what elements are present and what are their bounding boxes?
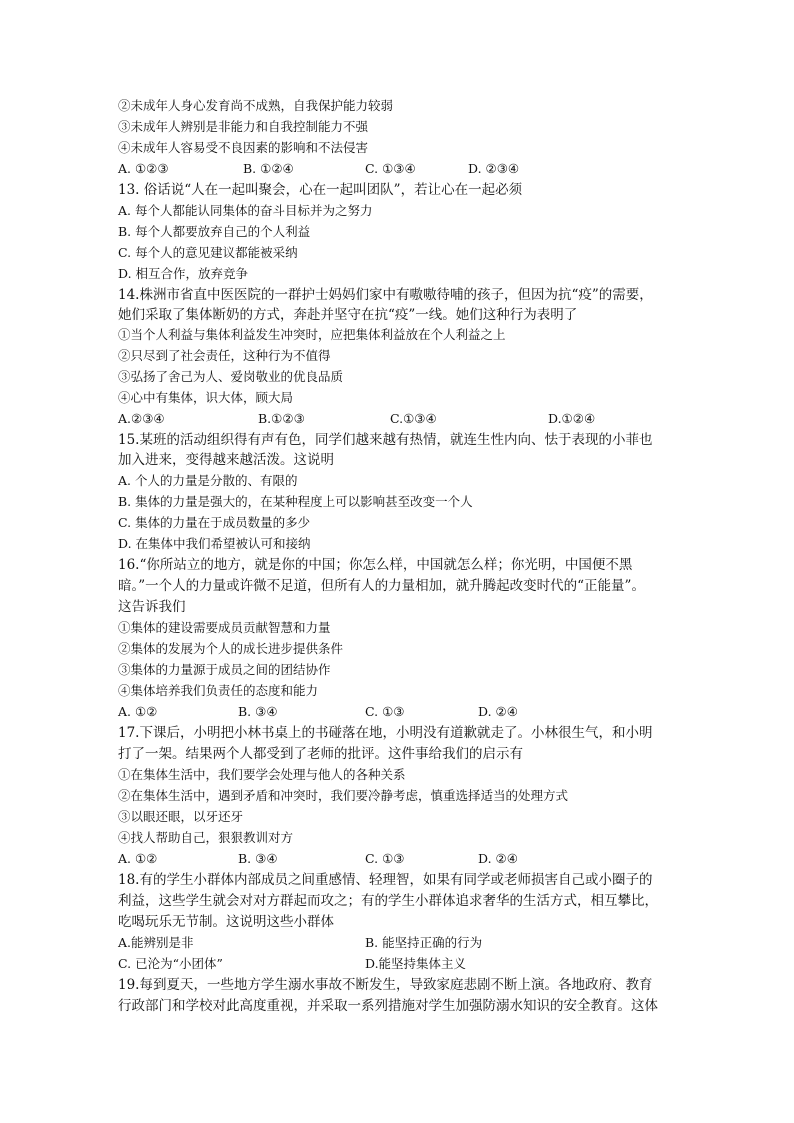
q17-stem-line1: 17.下课后，小明把小林书桌上的书碰落在地，小明没有道歉就走了。小林很生气，和小明	[118, 725, 653, 741]
q18-stem-line1: 18.有的学生小群体内部成员之间重感情、轻理智，如果有同学或老师损害自己或小圈子的	[118, 872, 653, 888]
q14-option-4: ④心中有集体，识大体，顾大局	[118, 390, 294, 405]
q12-choice-a: A. ①②③	[118, 161, 169, 176]
q14-option-2: ②只尽到了社会责任，这种行为不值得	[118, 348, 331, 363]
q15-stem-line1: 15.某班的活动组织得有声有色，同学们越来越有热情，就连生性内向、怯于表现的小菲也	[118, 432, 653, 448]
q19-stem-line1: 19.每到夏天，一些地方学生溺水事故不断发生，导致家庭悲剧不断上演。各地政府、教育	[118, 977, 653, 993]
q16-option-1: ①集体的建设需要成员贡献智慧和力量	[118, 620, 331, 635]
q15-option-b: B. 集体的力量是强大的，在某种程度上可以影响甚至改变一个人	[118, 494, 473, 509]
q13-option-a: A. 每个人都能认同集体的奋斗目标并为之努力	[118, 203, 373, 218]
q15-option-a: A. 个人的力量是分散的、有限的	[118, 473, 298, 488]
q17-choice-d: D. ②④	[478, 851, 518, 866]
q14-choice-d: D.①②④	[548, 411, 596, 426]
q18-choice-a: A.能辨别是非	[118, 935, 194, 950]
q18-choice-c: C. 已沦为“小团体”	[118, 956, 223, 971]
q18-stem-line3: 吃喝玩乐无节制。这说明这些小群体	[118, 914, 334, 930]
q19-stem-line2: 行政部门和学校对此高度重视，并采取一系列措施对学生加强防溺水知识的安全教育。这体	[118, 998, 658, 1014]
q12-option-2: ②未成年人身心发育尚不成熟，自我保护能力较弱	[118, 98, 394, 113]
q18-choice-d: D.能坚持集体主义	[365, 956, 467, 971]
q14-stem-line2: 她们采取了集体断奶的方式，奔赴并坚守在抗“疫”一线。她们这种行为表明了	[118, 307, 578, 323]
q14-option-3: ③弘扬了舍己为人、爱岗敬业的优良品质	[118, 369, 344, 384]
q15-option-d: D. 在集体中我们希望被认可和接纳	[118, 536, 311, 551]
q13-option-b: B. 每个人都要放弃自己的个人利益	[118, 224, 311, 239]
q16-choice-d: D. ②④	[478, 704, 518, 719]
q13-option-c: C. 每个人的意见建议都能被采纳	[118, 245, 298, 260]
q16-option-3: ③集体的力量源于成员之间的团结协作	[118, 662, 331, 677]
q12-choice-d: D. ②③④	[468, 161, 520, 176]
q16-option-4: ④集体培养我们负责任的态度和能力	[118, 683, 319, 698]
q16-stem-line1: 16.“你所站立的地方，就是你的中国；你怎么样，中国就怎么样；你光明，中国便不黑	[118, 557, 633, 573]
q15-stem-line2: 加入进来，变得越来越活泼。这说明	[118, 452, 334, 468]
q17-choice-a: A. ①②	[118, 851, 158, 866]
q17-option-1: ①在集体生活中，我们要学会处理与他人的各种关系	[118, 767, 406, 782]
q12-option-3: ③未成年人辨别是非能力和自我控制能力不强	[118, 119, 369, 134]
q18-stem-line2: 利益，这些学生就会对对方群起而攻之；有的学生小群体追求奢华的生活方式，相互攀比，	[118, 893, 658, 909]
q17-option-2: ②在集体生活中，遇到矛盾和冲突时，我们要冷静考虑，慎重选择适当的处理方式	[118, 788, 569, 803]
q17-choice-b: B. ③④	[238, 851, 278, 866]
q13-stem: 13. 俗话说“人在一起叫聚会，心在一起叫团队”，若让心在一起必须	[118, 182, 523, 198]
q16-stem-line2: 暗。”一个人的力量或许微不足道，但所有人的力量相加，就升腾起改变时代的“正能量”。	[118, 578, 645, 594]
q16-stem-line3: 这告诉我们	[118, 599, 186, 615]
q14-choice-a: A.②③④	[118, 411, 165, 426]
q17-option-4: ④找人帮助自己，狠狠教训对方	[118, 830, 294, 845]
q16-choice-c: C. ①③	[365, 704, 405, 719]
q12-choice-b: B. ①②④	[243, 161, 294, 176]
q17-option-3: ③以眼还眼，以牙还牙	[118, 809, 244, 824]
q12-option-4: ④未成年人容易受不良因素的影响和不法侵害	[118, 140, 369, 155]
q18-choice-b: B. 能坚持正确的行为	[365, 935, 483, 950]
q16-option-2: ②集体的发展为个人的成长进步提供条件	[118, 641, 344, 656]
q14-stem-line1: 14.株洲市省直中医医院的一群护士妈妈们家中有嗷嗷待哺的孩子，但因为抗“疫”的需要，	[118, 287, 653, 303]
q14-choice-c: C.①③④	[390, 411, 437, 426]
q15-option-c: C. 集体的力量在于成员数量的多少	[118, 515, 311, 530]
q16-choice-b: B. ③④	[238, 704, 278, 719]
q17-choice-c: C. ①③	[365, 851, 405, 866]
q16-choice-a: A. ①②	[118, 704, 158, 719]
q12-choice-c: C. ①③④	[365, 161, 416, 176]
q14-choice-b: B.①②③	[258, 411, 305, 426]
q13-option-d: D. 相互合作，放弃竞争	[118, 266, 249, 281]
q17-stem-line2: 打了一架。结果两个人都受到了老师的批评。这件事给我们的启示有	[118, 746, 523, 762]
q14-option-1: ①当个人利益与集体利益发生冲突时，应把集体利益放在个人利益之上	[118, 327, 506, 342]
